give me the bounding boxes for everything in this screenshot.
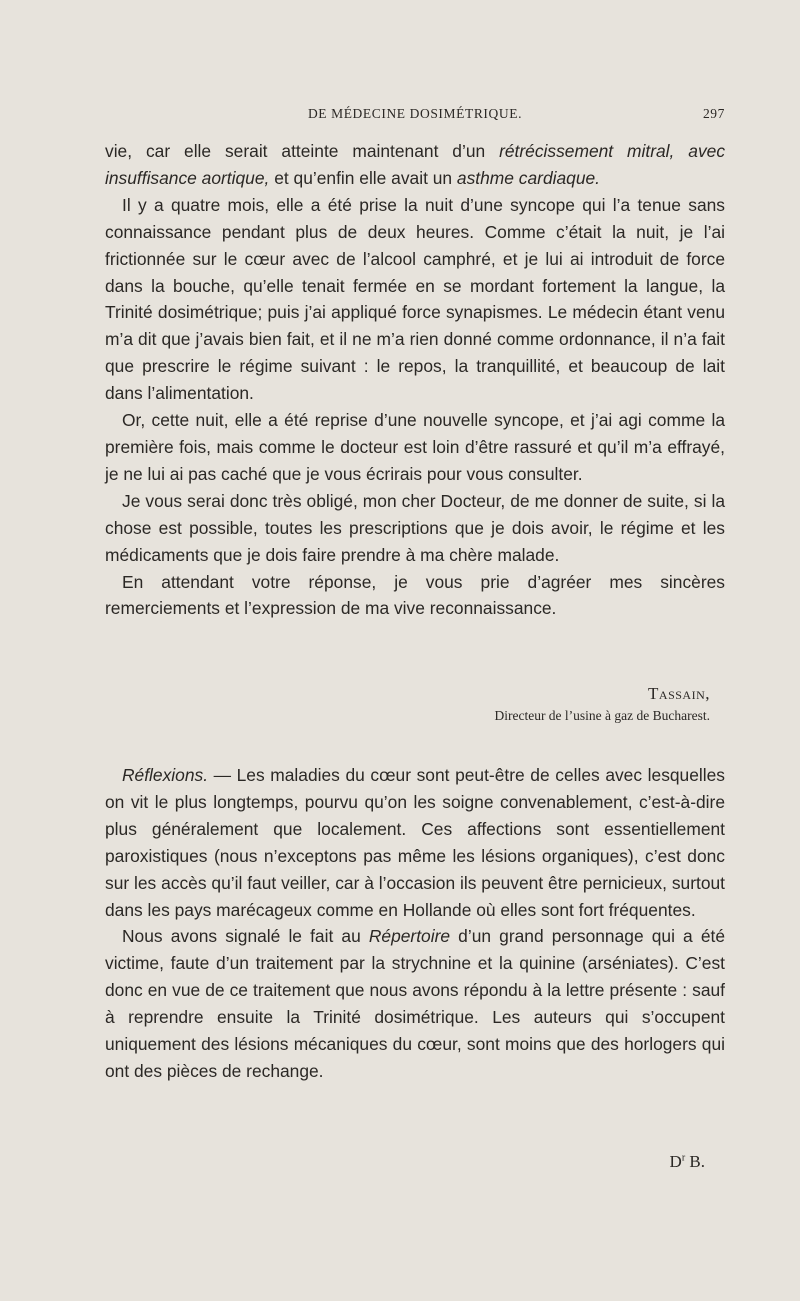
letter-paragraph-1: [105, 138, 725, 192]
italic-diagnosis: asthme cardiaque.: [456, 167, 600, 188]
letter-paragraph-3: Or, cette nuit, elle a été reprise d’une nouvelle syncope, et j’ai agi comme la première fois, mais comme le docteur est loin d’être rassuré et qu’il m’a effrayé, je ne lui ai pas caché que je vous écrirais pour vous consulter.: [105, 410, 725, 484]
doctor-prefix: D: [669, 1152, 682, 1171]
text-run: d’un grand personnage qui a été victime, faute d’un traitement par la strychnine et la quinine (arséniates). C’est donc en vue de ce traitement que nous avons répondu à la lettre présente : sauf à reprendre ensuite la Trinité dosimétrique. Les auteurs qui s’occupent uniquement des lésions mécaniques du cœur, sont moins que des horlogers qui ont des pièces de rechange.: [105, 926, 725, 1081]
page-number: 297: [702, 106, 725, 121]
letter-paragraph-5: En attendant votre réponse, je vous prie d’agréer mes sincères remerciements et l’expression de ma vive reconnaissance.: [105, 571, 725, 619]
signature-title: Directeur de l’usine à gaz de Bucharest.: [494, 708, 710, 723]
reflexions-paragraph-2: [105, 923, 725, 1084]
doctor-signature: [600, 1152, 705, 1172]
reflexions-label: Réflexions.: [122, 765, 209, 785]
letter-paragraph-4: Je vous serai donc très obligé, mon cher Docteur, de me donner de suite, si la chose est possible, toutes les prescriptions que je dois avoir, le régime et les médicaments que je dois faire prendre à ma chère malade.: [105, 490, 725, 565]
text-run: Nous avons signalé le fait au: [122, 926, 369, 947]
running-title: DE MÉDECINE DOSIMÉTRIQUE.: [307, 106, 523, 121]
page-header: [105, 106, 725, 126]
letter-text: [105, 138, 725, 622]
reflexions-section: [105, 762, 725, 1085]
doctor-initial: B.: [685, 1152, 705, 1171]
italic-diagnosis: rétrécissement mitral, avec insuffisance aortique,: [105, 141, 726, 188]
text-run: vie, car elle serait atteinte maintenant d’un: [105, 141, 500, 161]
reflexions-paragraph-1: [105, 762, 725, 923]
signature-name: Tassain,: [648, 684, 710, 703]
text-run: et qu’enfin elle avait un: [269, 167, 457, 188]
letter-paragraph-2: Il y a quatre mois, elle a été prise la nuit d’une syncope qui l’a tenue sans connaissance pendant plus de deux heures. Comme c’était la nuit, je l’ai frictionnée sur le cœur avec de l’alcool camphré, et je lui ai introduit de force dans la bouche, qu’elle tenait fermée en se mordant fortement la langue, la Trinité dosimétrique; puis j’ai appliqué force synapismes. Le médecin étant venu m’a dit que j’avais bien fait, et il ne m’a rien donné comme ordonnance, il n’a fait que prescrire le régime suivant : le repos, la tranquillité, et beaucoup de lait dans l’alimentation.: [105, 194, 725, 404]
text-run: — Les maladies du cœur sont peut-être de celles avec lesquelles on vit le plus longtemps, pourvu qu’on les soigne convenablement, c’est-à-dire plus généralement que localement. Ces affections sont essentiellement paroxistiques (nous n’exceptons pas même les lésions organiques), c’est donc sur les accès qu’il faut veiller, car à l’occasion ils peuvent être pernicieux, surtout dans les pays marécageux comme en Hollande où elles sont fort fréquentes.: [105, 765, 725, 920]
doctor-superscript: r: [681, 1152, 686, 1164]
italic-title: Répertoire: [368, 926, 451, 947]
